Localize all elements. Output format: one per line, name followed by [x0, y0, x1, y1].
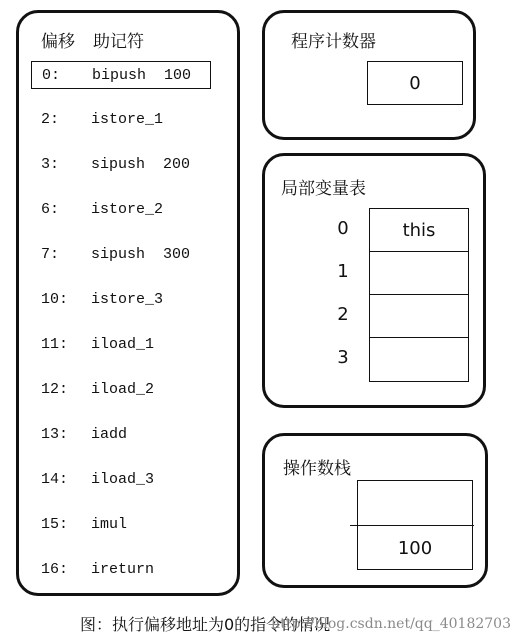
local-variable-slot: [370, 252, 468, 295]
local-variable-index: 2: [337, 304, 349, 325]
instruction-offset: 11:: [41, 336, 69, 353]
instruction-offset: 12:: [41, 381, 69, 398]
local-variable-index: 3: [337, 347, 349, 368]
instruction-offset: 15:: [41, 516, 69, 533]
instruction-offset: 7:: [41, 246, 60, 263]
instruction-row: [31, 331, 211, 359]
instruction-offset: 3:: [41, 156, 60, 173]
local-variables-panel: [262, 153, 486, 408]
instruction-row: [31, 511, 211, 539]
instruction-mnemonic: istore_1: [91, 111, 164, 128]
instruction-row: [31, 151, 211, 179]
operand-stack-cell: 100: [397, 538, 433, 559]
instruction-offset: 0:: [42, 67, 61, 84]
instruction-mnemonic: iadd: [91, 426, 128, 443]
instruction-offset: 13:: [41, 426, 69, 443]
code-header: [41, 27, 144, 52]
instruction-mnemonic: imul: [91, 516, 128, 533]
instruction-mnemonic: bipush 100: [92, 67, 192, 84]
instruction-offset: 14:: [41, 471, 69, 488]
instruction-mnemonic: istore_3: [91, 291, 164, 308]
operand-stack-table: [357, 480, 473, 570]
offset-header: 偏移: [41, 32, 75, 52]
instruction-row: [31, 241, 211, 269]
instruction-mnemonic: istore_2: [91, 201, 164, 218]
local-variable-index: 1: [337, 261, 349, 282]
instruction-row: [31, 106, 211, 134]
local-variable-index: 0: [337, 218, 349, 239]
instruction-mnemonic: sipush 200: [91, 156, 191, 173]
instruction-row: [31, 376, 211, 404]
instruction-mnemonic: iload_2: [91, 381, 155, 398]
instruction-offset: 10:: [41, 291, 69, 308]
instruction-offset: 6:: [41, 201, 60, 218]
instruction-offset: 16:: [41, 561, 69, 578]
watermark: http://blog.csdn.net/qq_40182703: [271, 616, 511, 632]
instruction-offset: 2:: [41, 111, 60, 128]
instruction-row: [31, 421, 211, 449]
program-counter-title: 程序计数器: [291, 32, 376, 52]
program-counter-value: 0: [367, 61, 463, 105]
local-variables-title: 局部变量表: [281, 179, 366, 199]
mnemonic-header: 助记符: [93, 32, 144, 52]
figure-caption: 图：执行偏移地址为0的指令的情况: [80, 615, 331, 634]
local-variables-table: [369, 208, 469, 382]
instruction-mnemonic: sipush 300: [91, 246, 191, 263]
program-counter-panel: [262, 10, 476, 140]
current-instruction: [31, 61, 211, 89]
local-variable-slot: this: [370, 209, 468, 252]
local-variable-slot: [370, 295, 468, 338]
instruction-row: [31, 286, 211, 314]
instruction-mnemonic: iload_3: [91, 471, 155, 488]
operand-stack-panel: [262, 433, 488, 588]
instruction-mnemonic: ireturn: [91, 561, 155, 578]
instruction-row: [31, 196, 211, 224]
operand-stack-title: 操作数栈: [283, 459, 351, 479]
bytecode-panel: [16, 10, 240, 596]
instruction-mnemonic: iload_1: [91, 336, 155, 353]
instruction-row: [31, 556, 211, 584]
operand-stack-cell: [358, 481, 472, 526]
instruction-row: [31, 466, 211, 494]
local-variable-slot: [370, 338, 468, 381]
